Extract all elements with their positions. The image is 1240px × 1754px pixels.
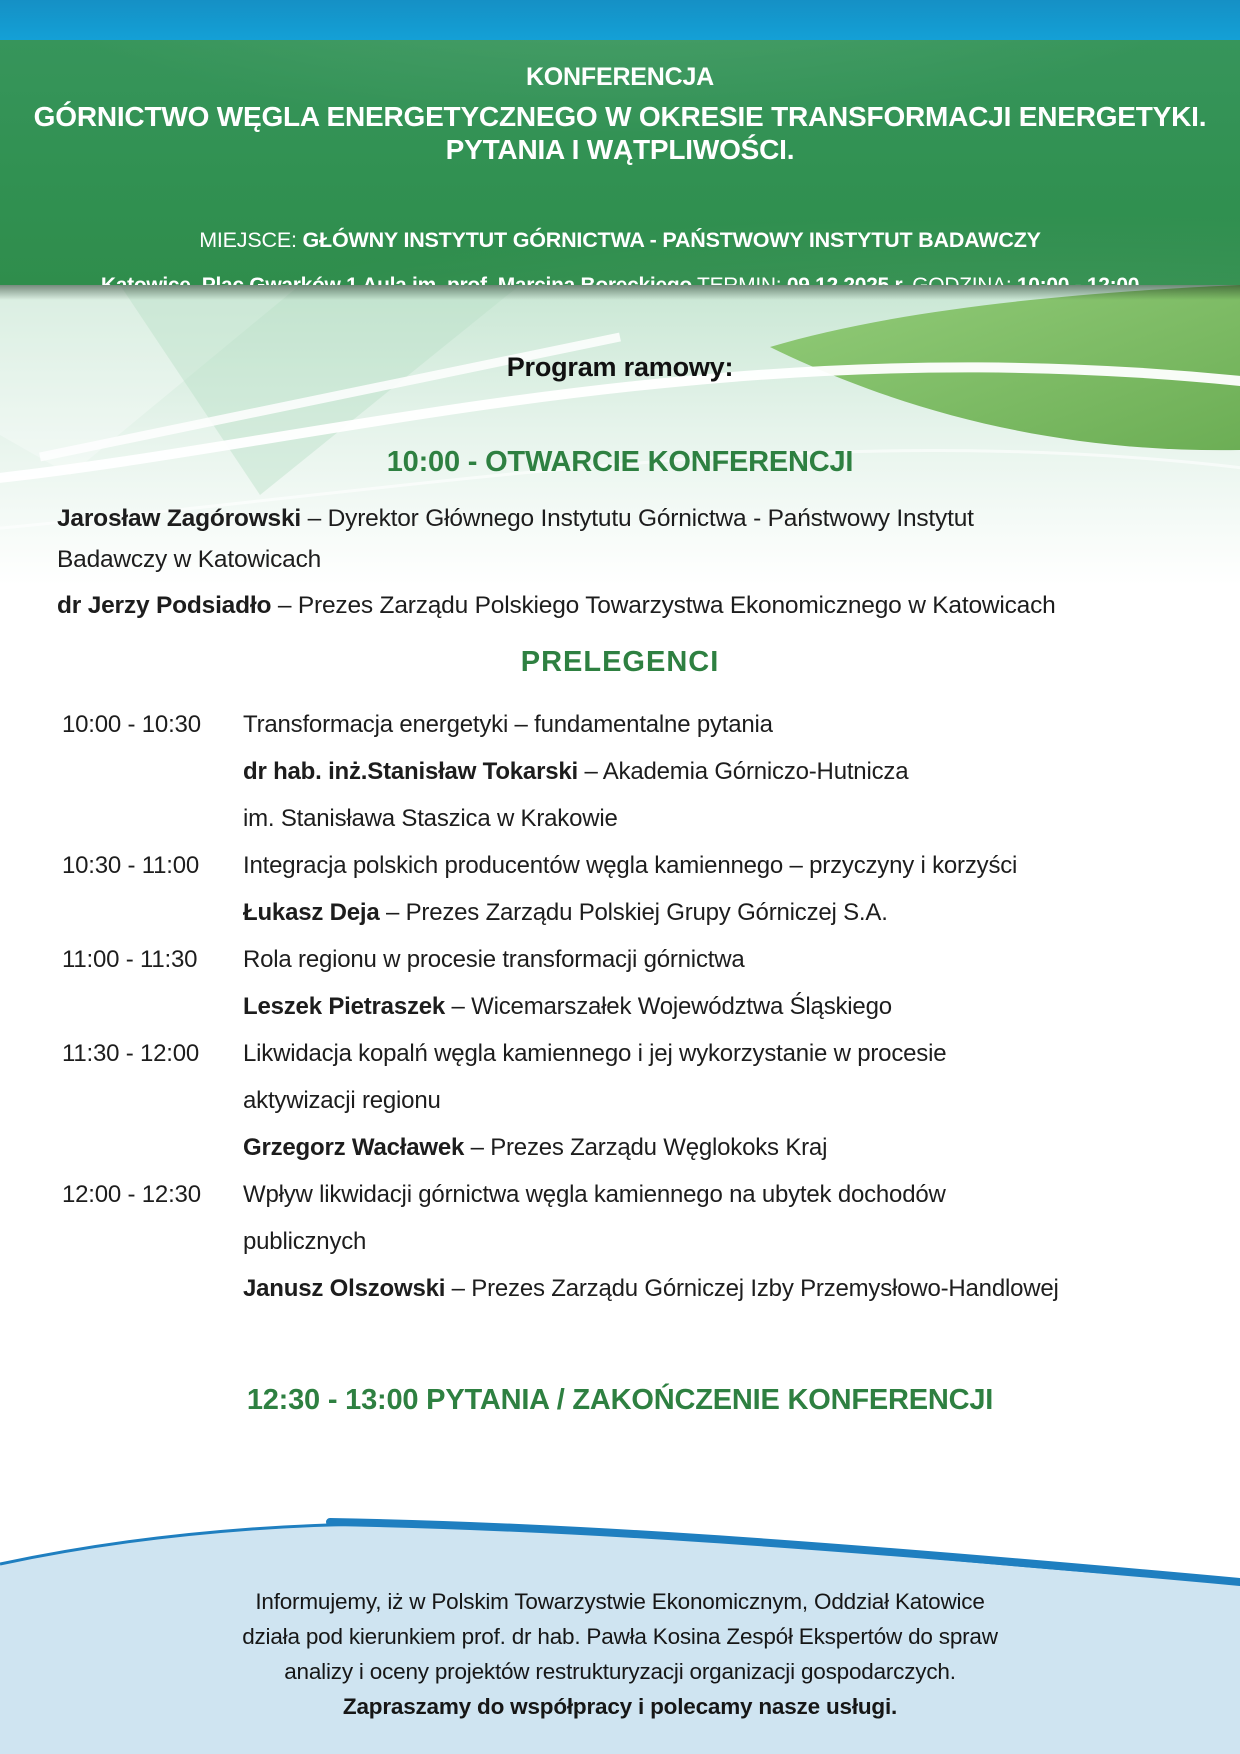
session-topic: Transformacja energetyki – fundamentalne pytania	[243, 711, 773, 738]
footer-line: Informujemy, iż w Polskim Towarzystwie Ekonomicznym, Oddział Katowice	[255, 1589, 985, 1614]
speakers-heading: PRELEGENCI	[520, 646, 720, 678]
session-topic: Wpływ likwidacji górnictwa węgla kamiennego na ubytek dochodów	[243, 1181, 946, 1208]
session-content	[243, 1171, 1190, 1312]
venue-label: MIEJSCE:	[199, 228, 303, 252]
session-content	[243, 936, 1190, 1030]
footer-line-bold: Zapraszamy do współpracy i polecamy nasze usługi.	[342, 1694, 898, 1719]
session-content	[243, 701, 1190, 842]
session-time: 12:00 - 12:30	[62, 1181, 201, 1208]
schedule	[62, 701, 1190, 1312]
session-topic: Rola regionu w procesie transformacji górnictwa	[243, 946, 745, 973]
program-heading: Program ramowy:	[506, 352, 734, 382]
session-time: 11:00 - 11:30	[62, 946, 198, 973]
session-row	[62, 701, 1190, 842]
speaker-name: Janusz Olszowski	[243, 1275, 446, 1302]
speaker-role-cont: im. Stanisława Staszica w Krakowie	[243, 805, 618, 832]
conference-title-line2: PYTANIA I WĄTPLIWOŚCI.	[445, 134, 795, 165]
closing-heading: 12:30 - 13:00 PYTANIA / ZAKOŃCZENIE KONFERENCJI	[246, 1384, 994, 1416]
footer-line: działa pod kierunkiem prof. dr hab. Pawła Kosina Zespół Ekspertów do spraw	[242, 1624, 998, 1649]
speaker-name: Łukasz Deja	[243, 899, 380, 926]
session-topic: Likwidacja kopalń węgla kamiennego i jej wykorzystanie w procesie	[243, 1040, 947, 1067]
session-speaker	[243, 889, 1190, 936]
opener-name: dr Jerzy Podsiadło	[57, 592, 272, 619]
opening-heading: 10:00 - OTWARCIE KONFERENCJI	[386, 446, 854, 478]
conference-label: KONFERENCJA	[525, 63, 715, 91]
opener-paragraph	[57, 585, 1190, 626]
session-speaker	[243, 1265, 1190, 1312]
opening-speakers	[57, 498, 1190, 626]
session-content	[243, 1030, 1190, 1171]
session-topic-cont: aktywizacji regionu	[243, 1087, 441, 1114]
speaker-name: dr hab. inż.Stanisław Tokarski	[243, 758, 578, 785]
footer-line: analizy i oceny projektów restrukturyzacji organizacji gospodarczych.	[284, 1659, 956, 1684]
session-speaker	[243, 983, 1190, 1030]
session-time: 10:00 - 10:30	[62, 711, 201, 738]
opener-role: – Prezes Zarządu Polskiego Towarzystwa Ekonomicznego w Katowicach	[271, 592, 1056, 619]
speaker-role: – Prezes Zarządu Polskiej Grupy Górniczej S.A.	[379, 899, 888, 926]
opener-role-cont: Badawczy w Katowicach	[57, 546, 322, 573]
speaker-role: – Prezes Zarządu Węglokoks Kraj	[464, 1134, 828, 1161]
speaker-role: – Akademia Górniczo-Hutnicza	[577, 758, 909, 785]
session-speaker	[243, 1124, 1190, 1171]
venue-value: GŁÓWNY INSTYTUT GÓRNICTWA - PAŃSTWOWY INSTYTUT BADAWCZY	[302, 228, 1041, 252]
session-row	[62, 1171, 1190, 1312]
session-row	[62, 842, 1190, 936]
session-row	[62, 1030, 1190, 1171]
opener-name: Jarosław Zagórowski	[57, 505, 302, 532]
conference-title-line1: GÓRNICTWO WĘGLA ENERGETYCZNEGO W OKRESIE TRANSFORMACJI ENERGETYKI.	[33, 101, 1207, 132]
footer-note	[0, 1584, 1240, 1724]
session-time: 10:30 - 11:00	[62, 852, 200, 879]
opener-paragraph	[57, 498, 1190, 580]
session-topic-cont: publicznych	[243, 1228, 367, 1255]
session-row	[62, 936, 1190, 1030]
speaker-role: – Wicemarszałek Województwa Śląskiego	[445, 993, 892, 1020]
session-time: 11:30 - 12:00	[62, 1040, 200, 1067]
speaker-role: – Prezes Zarządu Górniczej Izby Przemysłowo-Handlowej	[445, 1275, 1059, 1302]
opener-role: – Dyrektor Głównego Instytutu Górnictwa - Państwowy Instytut	[301, 505, 974, 532]
session-speaker	[243, 748, 1190, 795]
speaker-name: Leszek Pietraszek	[243, 993, 446, 1020]
session-content	[243, 842, 1190, 936]
speaker-name: Grzegorz Wacławek	[243, 1134, 465, 1161]
session-topic: Integracja polskich producentów węgla kamiennego – przyczyny i korzyści	[243, 852, 1018, 879]
